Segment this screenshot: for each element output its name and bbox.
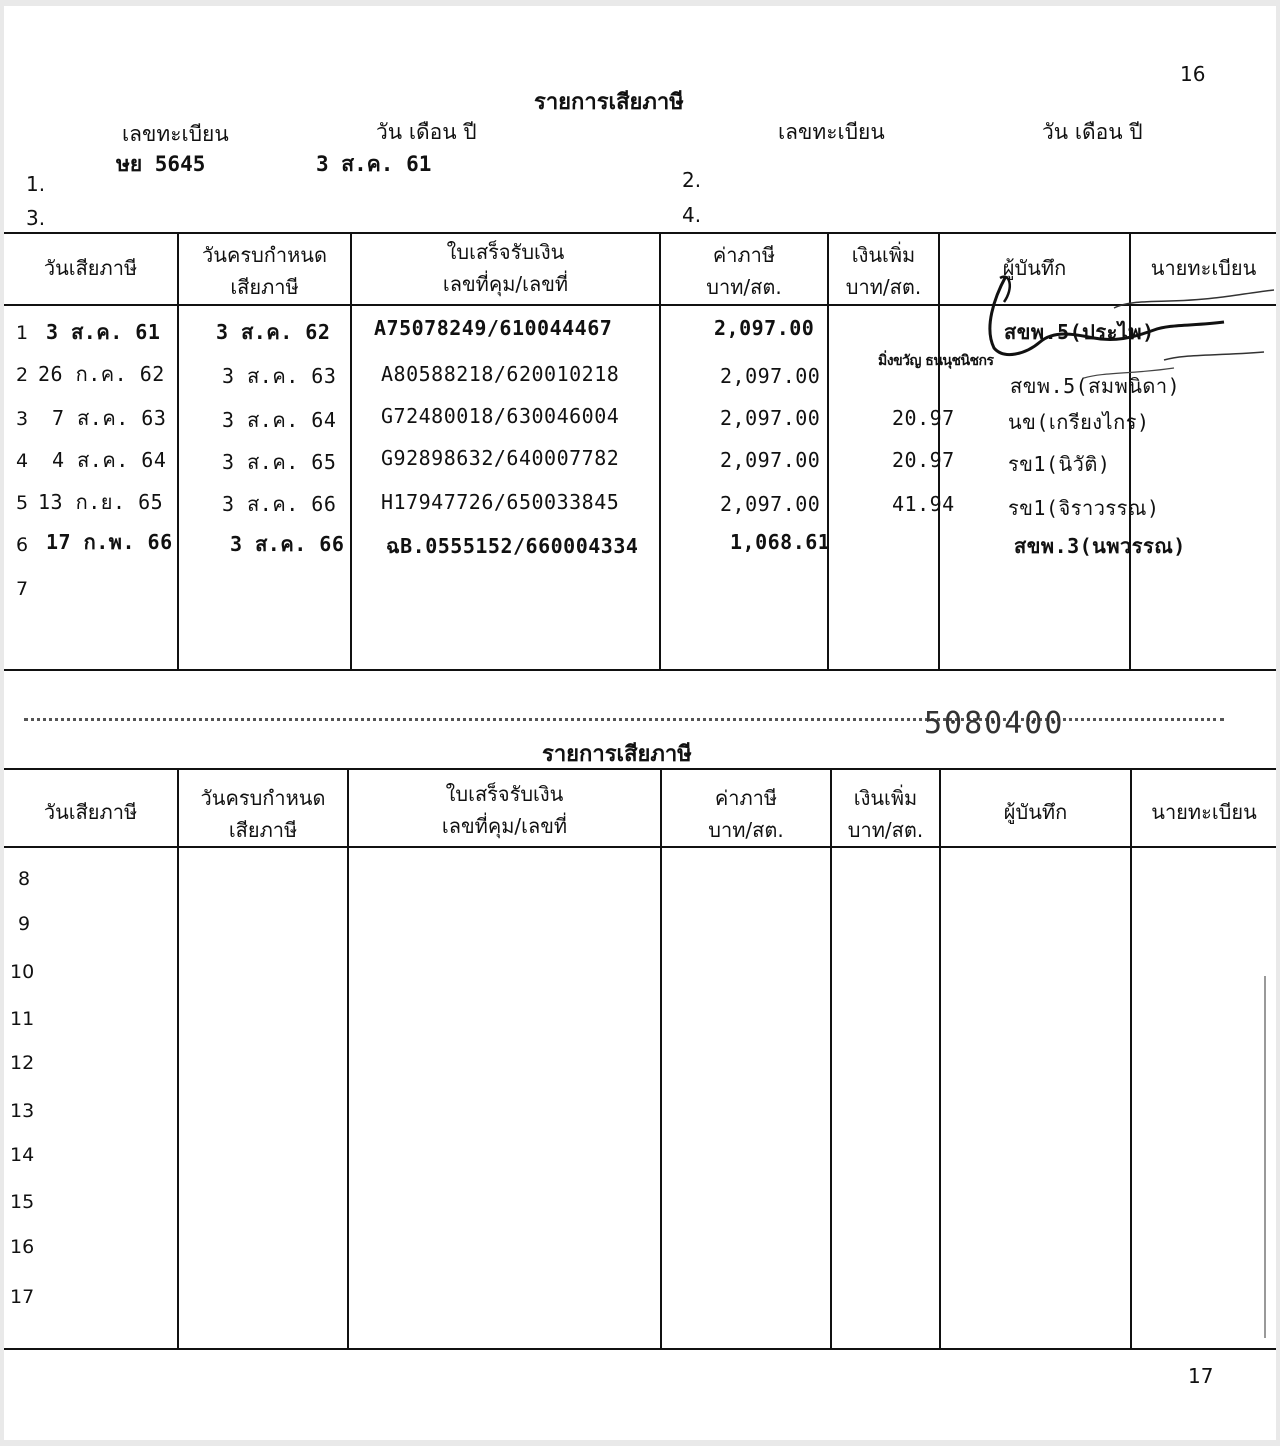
- header-receipt-line2: เลขที่คุม/เลขที่: [442, 272, 569, 296]
- date-label-right: วัน เดือน ปี: [1042, 120, 1143, 144]
- slot-4: 4.: [682, 203, 702, 227]
- recorder-name: สขพ.3(นพวรรณ): [1014, 534, 1186, 558]
- recorder-name: รข1(จิราวรรณ): [1008, 496, 1160, 520]
- slot-3: 3.: [26, 206, 46, 230]
- surcharge-amount: 41.94: [892, 492, 955, 516]
- reg-label-left: เลขทะเบียน: [122, 122, 229, 146]
- header-recorder: ผู้บันทึก: [1003, 800, 1068, 824]
- slot-1: 1.: [26, 172, 46, 196]
- registration-value: ษย 5645: [116, 152, 206, 176]
- page-number-bottom: 17: [1188, 1364, 1214, 1388]
- paid-date: 17 ก.พ. 66: [46, 530, 173, 554]
- tax-amount: 1,068.61: [730, 530, 831, 554]
- receipt-number: ฉB.0555152/660004334: [386, 534, 639, 558]
- due-date: 3 ส.ค. 63: [222, 364, 337, 388]
- date-label-left: วัน เดือน ปี: [376, 120, 477, 144]
- header-recorder: ผู้บันทึก: [1002, 256, 1067, 280]
- row-number: 12: [10, 1052, 35, 1074]
- paid-date: 26 ก.ค. 62: [38, 362, 165, 386]
- paid-date: 13 ก.ย. 65: [38, 490, 164, 514]
- surcharge-amount: 20.97: [892, 406, 955, 430]
- receipt-number: G92898632/640007782: [381, 446, 620, 470]
- row-number: 11: [10, 1008, 35, 1030]
- receipt-number: A75078249/610044467: [374, 316, 613, 340]
- reg-label-right: เลขทะเบียน: [778, 120, 885, 144]
- recorder-name: นข(เกรียงไกร): [1008, 410, 1150, 434]
- header-due-date-line2: เสียภาษี: [230, 275, 299, 299]
- registrar-stamp: มิ่งขวัญ ธนนุชนิชกร: [878, 353, 994, 369]
- recorder-name: รข1(นิวัติ): [1008, 452, 1111, 476]
- recorder-name: สขพ.5(สมพนิดา): [1010, 374, 1181, 398]
- row-number: 17: [10, 1286, 35, 1308]
- due-date: 3 ส.ค. 66: [222, 492, 337, 516]
- page-number-top: 16: [1180, 62, 1206, 86]
- row-number: 10: [10, 961, 35, 983]
- surcharge-amount: 20.97: [892, 448, 955, 472]
- paid-date: 7 ส.ค. 63: [52, 406, 167, 430]
- row-number: 13: [10, 1100, 35, 1122]
- receipt-number: G72480018/630046004: [381, 404, 620, 428]
- signature-icon: [964, 268, 1276, 398]
- row-number: 16: [10, 1236, 35, 1258]
- paid-date: 3 ส.ค. 61: [46, 320, 161, 344]
- header-receipt-line2: เลขที่คุม/เลขที่: [441, 814, 568, 838]
- document-page: 16 รายการเสียภาษี เลขทะเบียน วัน เดือน ปี เลขทะเบียน วัน เดือน ปี ษย 5645 3 ส.ค. 61 1. 2. 3. 4. วันเสียภาษี วันครบกำหนด เสียภาษี ใบเสร็จรับเงิน เลขที่คุม/เลขที่ ค่าภาษี บาท/สต. เงินเพิ่ม บาท/สต. ผู้บันทึก นายทะเบียน 1 3 ส.ค. 61 3 ส.ค. 62 A75078249/610044467 2,097.00 สขพ.5(ประไพ) 2 26 ก.ค. 62 3 ส.ค. 63 A80588218/620010218 2,097.00 สขพ.5(สมพนิดา) 3 7 ส.ค. 63 3 ส.ค. 64 G72480018/630046004 2,097.00 20.97 นข(เกรียงไกร) 4 4 ส.ค. 64 3 ส.ค. 65 G92898632/640007782 2,097.00 20.97 รข1(นิวัติ) 5 13 ก.ย. 65 3 ส.ค. 66 H17947726/650033845 2,097.00 41.94 รข1(จิราวรรณ) 6 17 ก.พ. 66 3 ส.ค. 66 ฉB.0555152/660004334 1,068.61 สขพ.3(นพวรรณ) 7 มิ่งขวัญ ธนนุชนิชกร 5080400 รายการเสียภาษี วันเสียภาษี วันครบกำหนด เสียภาษี ใบเสร็จรับเงิน เลขที่คุม/เลขที่ ค่าภาษี บาท/สต. เงินเพิ่ม บาท/สต. ผู้บันทึก นายทะเบียน 8 9 10 11 12 13 14 15 16 17 17: [4, 6, 1276, 1440]
- header-tax-line1: ค่าภาษี: [714, 786, 778, 810]
- header-paid-date: วันเสียภาษี: [43, 800, 138, 824]
- date-value: 3 ส.ค. 61: [316, 152, 432, 176]
- tax-amount: 2,097.00: [720, 406, 821, 430]
- section1-title: รายการเสียภาษี: [534, 90, 684, 115]
- header-receipt-line1: ใบเสร็จรับเงิน: [445, 782, 564, 806]
- row-number: 14: [10, 1144, 35, 1166]
- header-registrar: นายทะเบียน: [1150, 256, 1257, 280]
- tax-amount: 2,097.00: [714, 316, 815, 340]
- header-due-date-line1: วันครบกำหนด: [202, 243, 327, 267]
- receipt-number: A80588218/620010218: [381, 362, 620, 386]
- header-paid-date: วันเสียภาษี: [43, 256, 138, 280]
- due-date: 3 ส.ค. 66: [230, 532, 345, 556]
- section2-title: รายการเสียภาษี: [542, 742, 692, 767]
- recorder-name: สขพ.5(ประไพ): [1004, 320, 1155, 344]
- header-due-date-line1: วันครบกำหนด: [200, 786, 326, 810]
- row-number: 9: [18, 913, 31, 935]
- header-registrar: นายทะเบียน: [1151, 800, 1257, 824]
- due-date: 3 ส.ค. 65: [222, 450, 337, 474]
- due-date: 3 ส.ค. 64: [222, 408, 337, 432]
- due-date: 3 ส.ค. 62: [216, 320, 331, 344]
- header-due-date-line2: เสียภาษี: [228, 818, 298, 842]
- tax-amount: 2,097.00: [720, 364, 821, 388]
- header-tax-line2: บาท/สต.: [706, 275, 782, 299]
- slot-2: 2.: [682, 168, 702, 192]
- header-receipt-line1: ใบเสร็จรับเงิน: [446, 240, 565, 264]
- receipt-number: H17947726/650033845: [381, 490, 620, 514]
- header-tax-line1: ค่าภาษี: [712, 243, 776, 267]
- paid-date: 4 ส.ค. 64: [52, 448, 167, 472]
- header-surcharge-line1: เงินเพิ่ม: [853, 786, 918, 810]
- row-number: 15: [10, 1191, 35, 1213]
- tax-amount: 2,097.00: [720, 448, 821, 472]
- header-surcharge-line2: บาท/สต.: [845, 275, 922, 299]
- header-surcharge-line2: บาท/สต.: [847, 818, 924, 842]
- tax-amount: 2,097.00: [720, 492, 821, 516]
- header-surcharge-line1: เงินเพิ่ม: [851, 243, 916, 267]
- row-number: 8: [18, 868, 31, 890]
- faint-number: 5080400: [924, 706, 1065, 736]
- header-tax-line2: บาท/สต.: [708, 818, 784, 842]
